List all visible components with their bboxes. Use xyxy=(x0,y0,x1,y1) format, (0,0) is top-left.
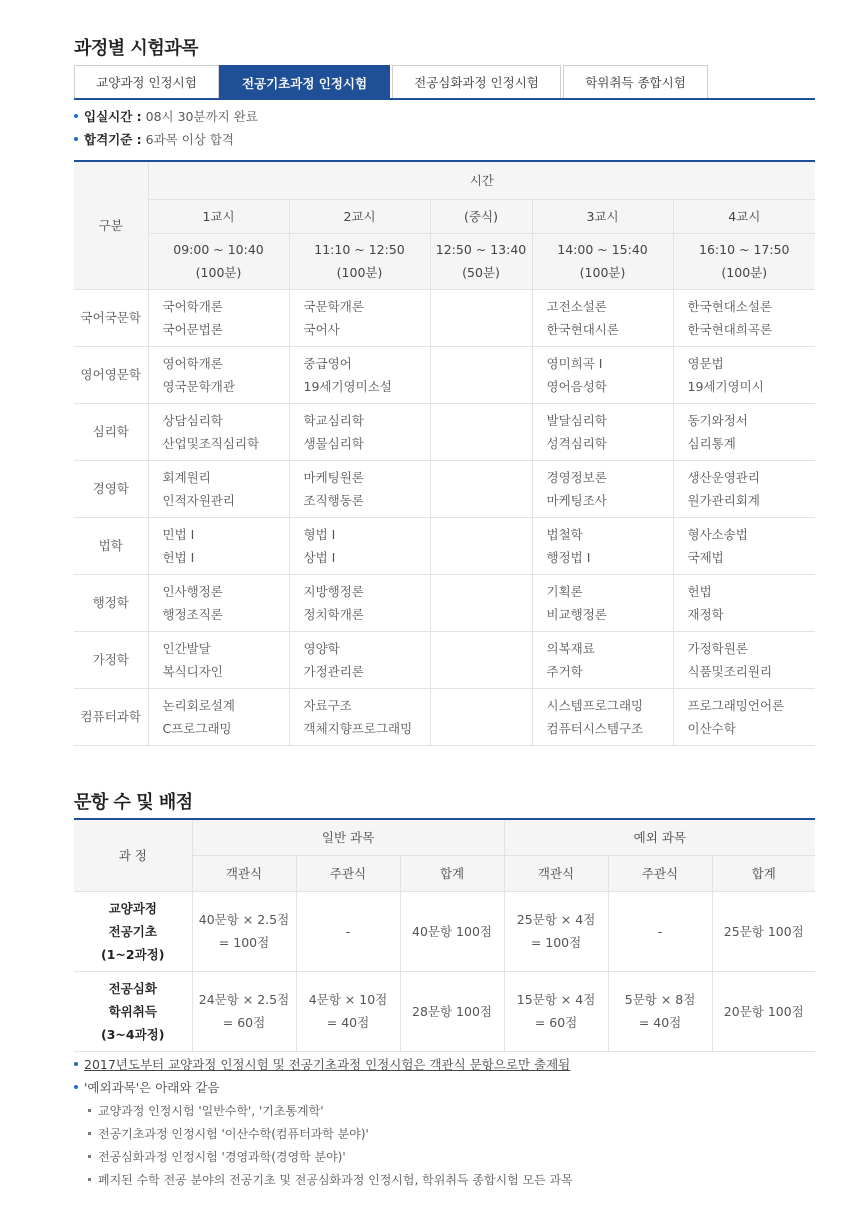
cell-line: 25문항 100점 xyxy=(723,923,804,939)
cell-line: 기획론 xyxy=(546,583,583,599)
lunch-cell xyxy=(430,460,532,517)
note-exception-subjects: '예외과목'은 아래와 같음 xyxy=(74,1078,220,1096)
cell-line: 생물심리학 xyxy=(303,435,364,451)
cell-line: (3~4과정) xyxy=(101,1026,165,1042)
subject-cell xyxy=(532,574,673,631)
cell-line: 상법 I xyxy=(303,549,336,565)
cell-line: 국어사 xyxy=(303,321,340,337)
cell-line: (50분) xyxy=(462,265,500,280)
subject-cell xyxy=(148,631,289,688)
subject-cell xyxy=(673,460,815,517)
subject-cell xyxy=(673,631,815,688)
cell-line: 고전소설론 xyxy=(546,298,607,314)
cell-line: 성격심리학 xyxy=(546,435,607,451)
cell-line: 가정관리론 xyxy=(303,663,364,679)
cell-line: 객체지향프로그래밍 xyxy=(303,720,413,736)
cell-line: 헌법 I xyxy=(162,549,195,565)
cell-line: = 40점 xyxy=(638,1015,682,1030)
subject-cell xyxy=(289,289,430,346)
cell-line: 동기와정서 xyxy=(687,412,748,428)
cell-line: 지방행정론 xyxy=(303,583,364,599)
bullet-icon xyxy=(74,114,78,118)
cell-line: 프로그래밍언어론 xyxy=(687,697,785,713)
cell-line: (1~2과정) xyxy=(101,946,165,962)
lunch-cell xyxy=(430,403,532,460)
cell-line: 주거학 xyxy=(546,663,583,679)
cell-line: 국어학개론 xyxy=(162,298,223,314)
table-row xyxy=(74,460,815,517)
score-cell xyxy=(608,891,712,971)
course-cell xyxy=(74,971,192,1051)
score-cell xyxy=(712,971,815,1051)
square-bullet-icon xyxy=(88,1155,91,1158)
cell-line: 형사소송법 xyxy=(687,526,748,542)
subject-cell xyxy=(673,346,815,403)
subject-cell xyxy=(673,574,815,631)
tab-major-advanced[interactable]: 전공심화과정 인정시험 xyxy=(392,65,561,98)
cell-line: 영국문학개관 xyxy=(162,378,235,394)
info-pass-criteria: 합격기준 : 6과목 이상 합격 xyxy=(74,130,234,148)
subject-cell xyxy=(148,403,289,460)
header-period: 2교시 xyxy=(289,199,430,233)
cell-line: 경영정보론 xyxy=(546,469,607,485)
cell-line: 중급영어 xyxy=(303,355,352,371)
square-bullet-icon xyxy=(88,1178,91,1181)
cell-line: 국문학개론 xyxy=(303,298,364,314)
row-category: 국어국문학 xyxy=(74,289,148,346)
subject-cell xyxy=(673,403,815,460)
row-category: 심리학 xyxy=(74,403,148,460)
subject-cell xyxy=(148,289,289,346)
cell-line: 회계원리 xyxy=(162,469,211,485)
cell-line: 15문항 × 4점 xyxy=(516,992,596,1007)
course-cell xyxy=(74,891,192,971)
sub-note: 교양과정 인정시험 '일반수학', '기초통계학' xyxy=(88,1102,324,1119)
table-row xyxy=(74,403,815,460)
header-period-time xyxy=(289,233,430,289)
row-category: 경영학 xyxy=(74,460,148,517)
note-objective-only: 2017년도부터 교양과정 인정시험 및 전공기초과정 인정시험은 객관식 문항으로만 출제됨 xyxy=(74,1055,570,1073)
cell-line: 국어문법론 xyxy=(162,321,223,337)
header-time: 시간 xyxy=(148,161,815,199)
header-period: 1교시 xyxy=(148,199,289,233)
cell-line: 한국현대시론 xyxy=(546,321,619,337)
table-row xyxy=(74,631,815,688)
score-cell xyxy=(608,971,712,1051)
header-question-type: 객관식 xyxy=(504,855,608,891)
exam-tabs xyxy=(74,65,815,100)
cell-line: 국제법 xyxy=(687,549,724,565)
cell-line: 한국현대희곡론 xyxy=(687,321,773,337)
header-question-type: 합계 xyxy=(400,855,504,891)
header-period: 4교시 xyxy=(673,199,815,233)
cell-line: 전공심화 xyxy=(108,980,157,996)
bullet-icon xyxy=(74,1085,78,1089)
cell-line: 복식디자인 xyxy=(162,663,223,679)
row-category: 영어영문학 xyxy=(74,346,148,403)
cell-line: 40문항 100점 xyxy=(412,923,492,939)
subject-cell xyxy=(289,460,430,517)
subject-cell xyxy=(532,688,673,745)
cell-line: 인사행정론 xyxy=(162,583,223,599)
cell-line: 이산수학 xyxy=(687,720,736,736)
section-title-scoring: 문항 수 및 배점 xyxy=(74,792,193,813)
cell-line: = 100점 xyxy=(218,935,270,950)
cell-line: 40문항 × 2.5점 xyxy=(198,912,290,927)
tab-degree-exam[interactable]: 학위취득 종합시험 xyxy=(563,65,708,98)
cell-line: 11:10 ~ 12:50 xyxy=(314,242,405,257)
cell-line: 24문항 × 2.5점 xyxy=(198,992,290,1007)
cell-line: 학위취득 xyxy=(108,1003,157,1019)
table-row xyxy=(74,289,815,346)
subject-cell xyxy=(289,403,430,460)
lunch-cell xyxy=(430,346,532,403)
subject-cell xyxy=(148,574,289,631)
cell-line: 자료구조 xyxy=(303,697,352,713)
table-row xyxy=(74,574,815,631)
cell-line: 민법 I xyxy=(162,526,195,542)
cell-line: 가정학원론 xyxy=(687,640,748,656)
lunch-cell xyxy=(430,517,532,574)
subject-cell xyxy=(532,403,673,460)
tab-liberal-arts[interactable]: 교양과정 인정시험 xyxy=(74,65,219,98)
table-row xyxy=(74,517,815,574)
cell-line: 비교행정론 xyxy=(546,606,607,622)
cell-line: 영양학 xyxy=(303,640,340,656)
cell-line: 영미희곡 I xyxy=(546,355,603,371)
square-bullet-icon xyxy=(88,1109,91,1112)
square-bullet-icon xyxy=(88,1132,91,1135)
cell-line: 인적자원관리 xyxy=(162,492,235,508)
cell-line: = 60점 xyxy=(222,1015,266,1030)
cell-line: 5문항 × 8점 xyxy=(624,992,696,1007)
header-category: 구분 xyxy=(74,161,148,289)
cell-line: 심리통계 xyxy=(687,435,736,451)
header-course: 과 정 xyxy=(74,819,192,891)
lunch-cell xyxy=(430,574,532,631)
header-period-time xyxy=(673,233,815,289)
sub-note: 폐지된 수학 전공 분야의 전공기초 및 전공심화과정 인정시험, 학위취득 종합시험 모든 과목 xyxy=(88,1171,573,1188)
cell-line: 헌법 xyxy=(687,583,712,599)
subject-cell xyxy=(673,688,815,745)
subject-cell xyxy=(289,346,430,403)
subject-cell xyxy=(148,688,289,745)
cell-line: = 40점 xyxy=(326,1015,370,1030)
row-category: 가정학 xyxy=(74,631,148,688)
subject-cell xyxy=(289,631,430,688)
lunch-cell xyxy=(430,631,532,688)
subject-cell xyxy=(673,289,815,346)
cell-line: 재정학 xyxy=(687,606,724,622)
cell-line: = 100점 xyxy=(530,935,582,950)
cell-line: 영어학개론 xyxy=(162,355,223,371)
cell-line: 행정법 I xyxy=(546,549,591,565)
cell-line: 원가관리회계 xyxy=(687,492,760,508)
header-period-time xyxy=(148,233,289,289)
score-cell xyxy=(400,971,504,1051)
subject-cell xyxy=(289,574,430,631)
header-question-type: 주관식 xyxy=(296,855,400,891)
cell-line: 28문항 100점 xyxy=(412,1003,492,1019)
table-row xyxy=(74,346,815,403)
subject-cell xyxy=(148,517,289,574)
header-period-time xyxy=(532,233,673,289)
cell-line: 생산운영관리 xyxy=(687,469,760,485)
header-exception: 예외 과목 xyxy=(504,819,815,855)
cell-line: 한국현대소설론 xyxy=(687,298,773,314)
table-row xyxy=(74,971,815,1051)
score-cell xyxy=(504,891,608,971)
cell-line: 16:10 ~ 17:50 xyxy=(699,242,790,257)
subject-cell xyxy=(148,346,289,403)
info-entry-time: 입실시간 : 08시 30분까지 완료 xyxy=(74,107,258,125)
cell-line: 의복재료 xyxy=(546,640,595,656)
cell-line: C프로그래밍 xyxy=(162,720,232,736)
cell-line: 발달심리학 xyxy=(546,412,607,428)
row-category: 법학 xyxy=(74,517,148,574)
header-question-type: 객관식 xyxy=(192,855,296,891)
cell-line: 14:00 ~ 15:40 xyxy=(557,242,648,257)
score-cell xyxy=(192,891,296,971)
header-period: 3교시 xyxy=(532,199,673,233)
score-cell xyxy=(296,971,400,1051)
cell-line: 25문항 × 4점 xyxy=(516,912,596,927)
table-row xyxy=(74,891,815,971)
header-general: 일반 과목 xyxy=(192,819,504,855)
cell-line: (100분) xyxy=(721,265,768,280)
cell-line: (100분) xyxy=(195,265,242,280)
subject-cell xyxy=(532,631,673,688)
cell-line: 법철학 xyxy=(546,526,583,542)
subject-cell xyxy=(289,517,430,574)
cell-line: 산업및조직심리학 xyxy=(162,435,260,451)
cell-line: 19세기영미소설 xyxy=(303,378,392,394)
header-question-type: 합계 xyxy=(712,855,815,891)
cell-line: 4문항 × 10점 xyxy=(308,992,388,1007)
cell-line: 영어음성학 xyxy=(546,378,607,394)
cell-line: 영문법 xyxy=(687,355,724,371)
lunch-cell xyxy=(430,688,532,745)
header-period-time xyxy=(430,233,532,289)
cell-line: 형법 I xyxy=(303,526,336,542)
cell-line: 학교심리학 xyxy=(303,412,364,428)
cell-line: (100분) xyxy=(336,265,383,280)
cell-line: 19세기영미시 xyxy=(687,378,764,394)
cell-line: 09:00 ~ 10:40 xyxy=(173,242,264,257)
cell-line: 정치학개론 xyxy=(303,606,364,622)
cell-line: 마케팅조사 xyxy=(546,492,607,508)
subject-cell xyxy=(532,289,673,346)
sub-note: 전공심화과정 인정시험 '경영과학(경영학 분야)' xyxy=(88,1148,346,1165)
cell-line: 조직행동론 xyxy=(303,492,364,508)
cell-line: 12:50 ~ 13:40 xyxy=(435,242,527,257)
cell-line: 20문항 100점 xyxy=(723,1003,804,1019)
tab-major-basic[interactable]: 전공기초과정 인정시험 xyxy=(219,65,390,100)
lunch-cell xyxy=(430,289,532,346)
cell-line: = 60점 xyxy=(534,1015,578,1030)
cell-line: 행정조직론 xyxy=(162,606,223,622)
cell-line: 마케팅원론 xyxy=(303,469,364,485)
score-cell xyxy=(712,891,815,971)
score-cell xyxy=(192,971,296,1051)
cell-line: 식품및조리원리 xyxy=(687,663,773,679)
cell-line: 전공기초 xyxy=(108,923,157,939)
scoring-table xyxy=(74,818,815,1052)
cell-line: 시스템프로그래밍 xyxy=(546,697,644,713)
subject-cell xyxy=(532,346,673,403)
score-cell xyxy=(400,891,504,971)
cell-line: 컴퓨터시스템구조 xyxy=(546,720,644,736)
cell-line: - xyxy=(657,923,663,939)
schedule-table xyxy=(74,160,815,746)
subject-cell xyxy=(532,517,673,574)
subject-cell xyxy=(673,517,815,574)
bullet-icon xyxy=(74,137,78,141)
header-question-type: 주관식 xyxy=(608,855,712,891)
subject-cell xyxy=(289,688,430,745)
score-cell xyxy=(296,891,400,971)
section-title-subjects: 과정별 시험과목 xyxy=(74,38,198,59)
bullet-icon xyxy=(74,1062,78,1066)
cell-line: (100분) xyxy=(579,265,626,280)
cell-line: 교양과정 xyxy=(108,900,157,916)
table-row xyxy=(74,688,815,745)
row-category: 컴퓨터과학 xyxy=(74,688,148,745)
sub-note: 전공기초과정 인정시험 '이산수학(컴퓨터과학 분야)' xyxy=(88,1125,369,1142)
cell-line: - xyxy=(345,923,351,939)
cell-line: 인간발달 xyxy=(162,640,211,656)
score-cell xyxy=(504,971,608,1051)
cell-line: 논리회로설계 xyxy=(162,697,235,713)
subject-cell xyxy=(532,460,673,517)
subject-cell xyxy=(148,460,289,517)
cell-line: 상담심리학 xyxy=(162,412,223,428)
row-category: 행정학 xyxy=(74,574,148,631)
header-period: (중식) xyxy=(430,199,532,233)
